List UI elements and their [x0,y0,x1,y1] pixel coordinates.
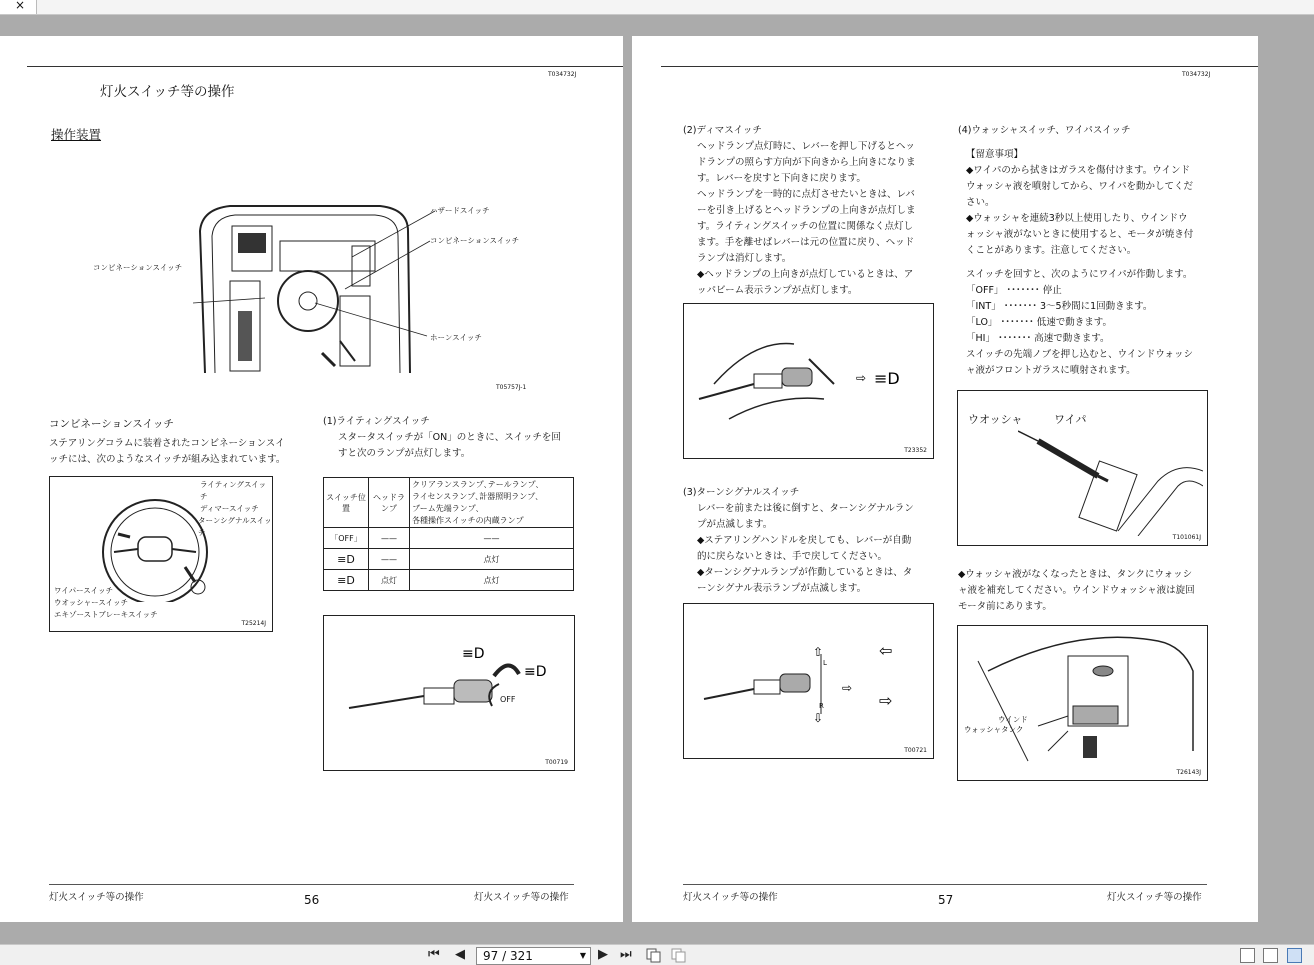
tank-label-2: ウォッシャタンク [964,725,1024,734]
dimmer-line-7: ます。手を離せばレバーは元の位置に戻り、ヘッド [697,237,915,248]
headlamp-icon: ≡D [462,646,485,662]
table-row [324,549,574,570]
th-other-line-3: ブーム先端ランプ､ [412,503,480,513]
footer-left: 灯火スイッチ等の操作 [49,892,144,903]
fig1-label-hazard: ハザードスイッチ [430,206,490,215]
note-line-2: ウォッシャ液を噴射してから、ワイパを動かしてくだ [966,181,1193,192]
headlamp-icon: ≡D [524,664,547,680]
label-wiper: ワイパ [1054,413,1087,426]
dimmer-line-6: す。ライティングスイッチの位置に関係なく点灯し [697,221,914,232]
combo-line-2: ッチには、次のようなスイッチが組み込まれています。 [49,454,286,465]
combo-line-1: ステアリングコラムに装着されたコンビネーションスイ [49,438,285,449]
page-number: 56 [304,893,320,907]
navigation-bar [0,944,1314,965]
note-heading: 【留意事項】 [966,149,1024,160]
table-row [324,570,574,591]
svg-text:⇨: ⇨ [842,681,853,695]
fig1-label-combo-right: コンビネーションスイッチ [430,236,520,245]
lamp-table [323,477,574,591]
lever-drawing [344,646,554,726]
turn-line-3: ◆ステアリングハンドルを戻しても、レバーが自動 [697,535,912,546]
section-title: 操作装置 [51,127,102,142]
label-turn-switch: ターンシグナルスイッチ [198,516,272,537]
after-line-2: ャ液がフロントガラスに噴射されます。 [966,365,1136,376]
note-line-5: ォッシャ液がないときに使用すると、モータが焼き付 [966,229,1194,240]
turn-line-6: ーンシグナル表示ランプが点滅します。 [697,583,867,594]
tank-label-1: ウインド [998,715,1028,724]
turn-line-4: 的に戻らないときは、手で戻してください。 [697,551,888,562]
mode-hi: 「HI」 ･･･････ 高速で動きます。 [966,333,1110,344]
label-wiper-switch: ワイパースイッチ [54,586,113,595]
fig1-label-combo-left: コンビネーションスイッチ [93,263,183,272]
combo-heading: コンビネーションスイッチ [49,418,174,430]
footer-right: 灯火スイッチ等の操作 [474,892,569,903]
wiper-drawing [1018,421,1203,536]
fig3-tag: T00719 [545,759,568,766]
turn-figure [683,603,934,759]
after-line-1: スイッチの先端ノブを押し込むと、ウインドウォッシ [966,349,1193,360]
note-line-6: くことがあります。注意してください。 [966,245,1137,256]
fig1-tag: T05757J-1 [496,384,527,391]
lighting-line-2: すと次のランプが点灯します。 [338,448,471,459]
document-tab[interactable] [0,0,37,14]
tab-strip [0,0,1314,15]
cell: 点灯 [410,570,574,591]
lighting-heading: (1)ライティングスイッチ [323,416,430,427]
wiper-lever-figure [957,390,1208,546]
cell: ≡D [324,549,369,570]
paste-page-icon[interactable] [671,948,687,963]
tank-line-3: モータ前にあります。 [958,601,1052,612]
cell: 点灯 [369,570,410,591]
headlamp-icon: ≡D [874,369,900,388]
washer-heading: (4)ウォッシャスイッチ、ワイパスイッチ [958,125,1131,136]
page-number-input[interactable] [476,947,591,965]
th-switch-pos: スイッチ位置 [324,478,369,528]
label-lighting-switch: ライティングスイッチ [200,480,267,501]
prev-page-icon[interactable]: ◀ [455,947,465,962]
page-57 [632,36,1258,922]
turn-line-2: プが点滅します。 [697,519,773,530]
th-other-line-1: クリアランスランプ､テールランプ､ [412,479,540,489]
next-page-icon[interactable]: ▶ [598,947,608,962]
label-exhaust-brake-switch: エキゾーストブレーキスイッチ [54,610,158,619]
fig2-labels-top [200,479,272,539]
dimmer-line-1: ヘッドランプ点灯時に、レバーを押し下げるとヘッ [697,141,915,152]
tank-drawing [968,631,1203,771]
two-page-view-icon[interactable] [1287,948,1302,963]
dimmer-line-9: ◆ヘッドランプの上向きが点灯しているときは、ア [697,269,914,280]
copy-page-icon[interactable] [646,948,662,963]
turn-heading: (3)ターンシグナルスイッチ [683,487,800,498]
cell: —— [410,528,574,549]
off-label: OFF [500,695,516,704]
turn-left-icon: ⇦ [879,641,893,660]
dimmer-line-2: ドランプの照らす方向が下向きから上向きになりま [697,157,916,168]
label-l: L [823,659,827,667]
dimmer-line-5: ーを引き上げるとヘッドランプの上向きが点灯しま [697,205,916,216]
wiper-intro: スイッチを回すと、次のようにワイパが作動します。 [966,269,1193,280]
label-washer: ウオッシャ [968,413,1023,426]
label-washer-switch: ウオッシャースイッチ [54,598,128,607]
dimmer-line-10: ッパビーム表示ランプが点灯します。 [697,285,858,296]
first-page-icon[interactable]: ⏮ [428,947,440,962]
turn-line-5: ◆ターンシグナルランプが作動しているときは、タ [697,567,913,578]
th-other-line-2: ライセンスランプ､計器照明ランプ､ [412,491,540,501]
cell: ≡D [324,570,369,591]
dimmer-figure [683,303,934,459]
svg-text:⇨: ⇨ [856,371,867,385]
continuous-view-icon[interactable] [1263,948,1278,963]
dimmer-line-3: す。レバーを戻すと下向きに戻ります。 [697,173,866,184]
page-number-value: 97 / 321 [483,949,533,963]
svg-text:⇩: ⇩ [813,711,824,725]
dimmer-drawing [694,324,924,434]
page-56 [0,36,623,922]
doc-code: T034732J [548,71,577,78]
steering-figure [49,476,273,632]
lighting-line-1: スタータスイッチが「ON」のときに、スイッチを回 [338,432,561,443]
page-number: 57 [938,893,954,907]
note-line-4: ◆ウォッシャを連続3秒以上使用したり、ウインドウ [966,213,1188,224]
mode-off: 「OFF」 ･･･････ 停止 [966,285,1062,296]
dimmer-line-8: ランプは消灯します。 [697,253,792,264]
last-page-icon[interactable]: ⏭ [620,947,632,962]
table-row [324,528,574,549]
lighting-lever-figure [323,615,575,771]
turn-drawing [699,624,924,734]
cell: —— [369,549,410,570]
header-rule [27,66,623,67]
fig7-tag: T26143J [1176,769,1201,776]
fig6-tag: T101061J [1172,534,1201,541]
single-page-view-icon[interactable] [1240,948,1255,963]
footer-right: 灯火スイッチ等の操作 [1107,892,1202,903]
th-other-line-4: 各種操作スイッチの内蔵ランプ [412,515,524,525]
footer-rule [683,884,1207,885]
chevron-down-icon[interactable]: ▼ [579,951,586,960]
note-line-1: ◆ワイパのから拭きはガラスを傷付けます。ウインド [966,165,1191,176]
label-r: R [819,702,824,710]
cell: 「OFF」 [324,528,369,549]
footer-rule [49,884,574,885]
cell: —— [369,528,410,549]
page-title: 灯火スイッチ等の操作 [100,84,235,100]
turn-line-1: レバーを前または後に倒すと、ターンシグナルラン [697,503,914,514]
mode-int: 「INT」 ･･･････ 3～5秒間に1回動きます。 [966,301,1153,312]
cab-illustration [90,201,530,391]
note-line-3: さい。 [966,197,995,208]
tank-line-1: ◆ウォッシャ液がなくなったときは、タンクにウォッシ [958,569,1193,580]
fig1-label-horn: ホーンスイッチ [430,333,482,342]
tank-line-2: ャ液を補充してください。ウインドウォッシャ液は旋回 [958,585,1195,596]
fig5-tag: T00721 [904,747,927,754]
th-headlamp: ヘッドランプ [369,478,410,528]
dimmer-line-4: ヘッドランプを一時的に点灯させたいときは、レバ [697,189,915,200]
th-other-lamps [410,478,574,528]
svg-text:⇧: ⇧ [813,645,824,659]
mode-lo: 「LO」 ･･･････ 低速で動きます。 [966,317,1112,328]
fig2-tag: T25214J [241,620,266,627]
header-rule [661,66,1258,67]
footer-left: 灯火スイッチ等の操作 [683,892,778,903]
close-icon[interactable]: × [15,0,26,12]
fig2-labels-bottom [54,585,158,621]
dimmer-heading: (2)ディマスイッチ [683,125,762,136]
fig4-tag: T23352 [904,447,927,454]
cell: 点灯 [410,549,574,570]
washer-tank-figure [957,625,1208,781]
doc-code: T034732J [1182,71,1211,78]
turn-right-icon: ⇨ [879,691,893,710]
label-dimmer-switch: ディマースイッチ [200,504,259,513]
